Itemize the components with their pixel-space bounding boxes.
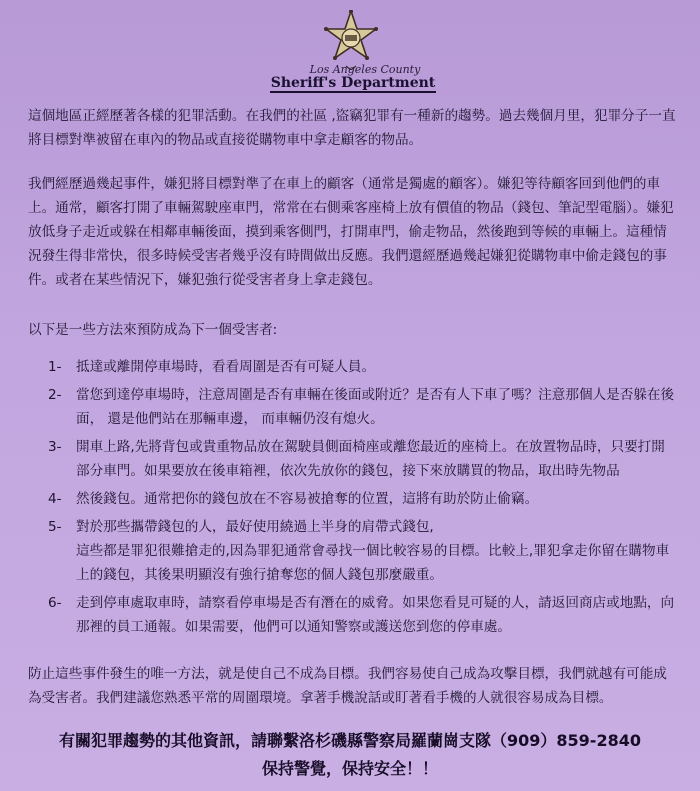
tip-number: 3- [48, 439, 62, 455]
tip-text: 開車上路,先將背包或貴重物品放在駕駛員側面椅座或離您最近的座椅上。在放置物品時，只要打開部分車門。如果要放在後車箱裡，依次先放你的錢包，接下來放購買的物品，取出時先物品 [76, 439, 665, 479]
tip-text: 抵達或離開停車場時，看看周圍是否有可疑人員。 [76, 359, 376, 375]
tip-item [48, 487, 678, 511]
paragraph-closing: 防止這些事件發生的唯一方法，就是使自己不成為目標。我們容易使自己成為攻擊目標，我們就越有可能成為受害者。我們建議您熟悉平常的周圍環境。拿著手機說話或盯著看手機的人就很容易成為目標。 [28, 666, 667, 706]
tip-number: 2- [48, 387, 62, 403]
tips-intro: 以下是一些方法來預防成為下一個受害者: [28, 322, 278, 338]
tip-number: 5- [48, 519, 62, 535]
tip-text: 對於那些攜帶錢包的人，最好使用繞過上半身的肩帶式錢包, [76, 519, 434, 535]
tip-text: 然後錢包。通常把你的錢包放在不容易被搶奪的位置，這將有助於防止偷竊。 [76, 491, 539, 507]
paragraph-incidents: 我們經歷過幾起事件，嫌犯將目標對準了在車上的顧客（通常是獨處的顧客）。嫌犯等待顧客回到他們的車上。通常，顧客打開了車輛駕駛座車門，常常在右側乘客座椅上放有價值的物品（錢包、筆記型電腦）。嫌犯放低身子走近或躲在相鄰車輛後面，摸到乘客側門，打開車門，偷走物品，然後跑到等候的車輛上。這種情況發生得非常快，很多時候受害者幾乎沒有時間做出反應。我們還經歷過幾起嫌犯從購物車中偷走錢包的事件。或者在某些情況下，嫌犯強行從受害者身上拿走錢包。 [28, 176, 674, 288]
tip-item [48, 383, 678, 431]
tip-item [48, 435, 678, 483]
sheriff-star-badge-icon [324, 10, 378, 70]
safety-slogan: 保持警覺，保持安全！！ [261, 759, 438, 778]
prevention-tips-list [48, 355, 678, 643]
tip-number: 4- [48, 491, 62, 507]
tip-item [48, 515, 678, 587]
tip-item [48, 591, 678, 639]
paragraph-crime-trend: 這個地區正經歷著各樣的犯罪活動。在我們的社區 ,盜竊犯罪有一種新的趨勢。過去幾個月里，犯罪分子一直將目標對準被留在車內的物品或直接從購物車中拿走顧客的物品。 [28, 108, 676, 148]
tip-extra-text: 這些都是罪犯很難搶走的,因為罪犯通常會尋找一個比較容易的目標。比較上,罪犯拿走你留在購物車上的錢包，其後果明顯沒有強行搶奪您的個人錢包那麼嚴重。 [76, 543, 670, 583]
tip-item [48, 355, 678, 379]
tip-number: 1- [48, 359, 62, 375]
tip-text: 當您到達停車場時，注意周圍是否有車輛在後面或附近？是否有人下車了嗎？注意那個人是否躲在後面， 還是他們站在那輛車邊， 而車輛仍沒有熄火。 [76, 387, 675, 427]
contact-info: 有關犯罪趨勢的其他資訊，請聯繫洛杉磯縣警察局羅蘭崗支隊（909）859-2840 [59, 731, 641, 750]
tip-text: 走到停車處取車時，請察看停車場是否有潛在的威脅。如果您看見可疑的人，請返回商店或地點，向那裡的員工通報。如果需要，他們可以通知警察或護送您到您的停車處。 [76, 595, 675, 635]
tip-number: 6- [48, 595, 62, 611]
department-name: Sheriff's Department [270, 75, 436, 91]
county-name: Los Angeles County [309, 63, 421, 76]
